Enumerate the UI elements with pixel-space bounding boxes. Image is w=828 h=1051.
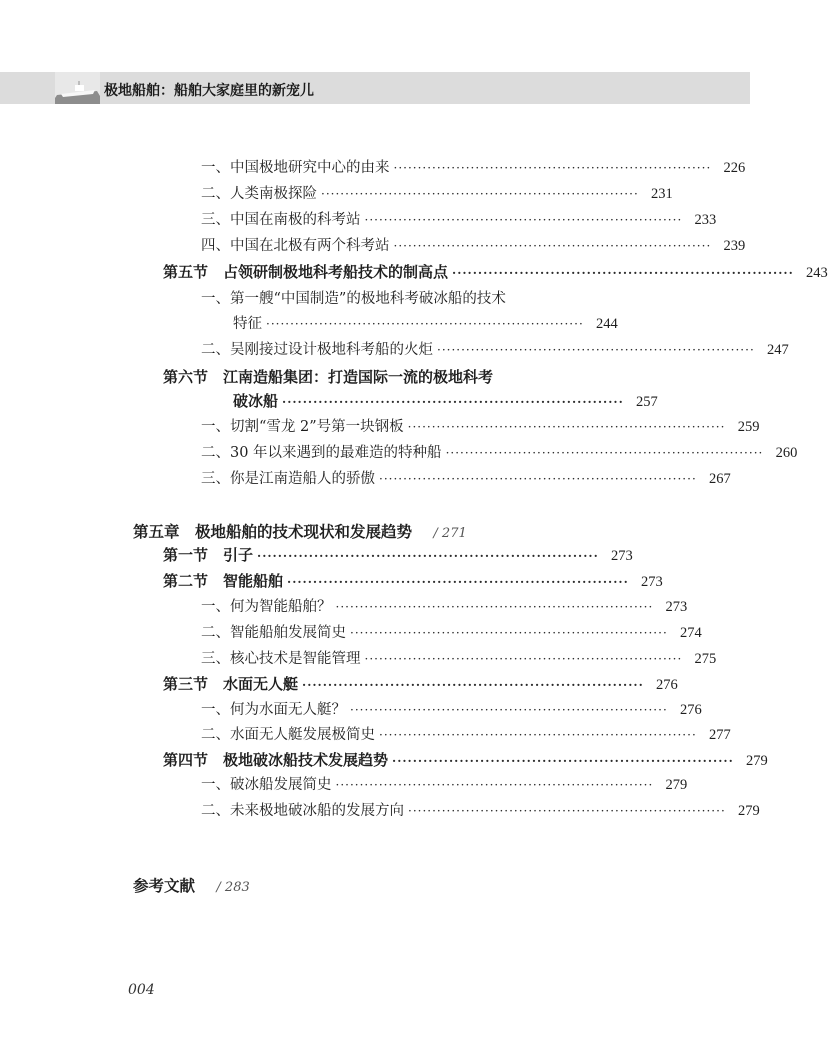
toc-leader: ·································································· — [392, 754, 734, 768]
toc-leader: ·································································· — [287, 575, 629, 589]
book-title: 极地船舶：船舶大家庭里的新宠儿 — [104, 83, 314, 99]
toc-page: 277 — [709, 727, 731, 743]
chapter-title: 第五章 极地船舶的技术现状和发展趋势 — [133, 522, 413, 541]
toc-label: 二、智能船舶发展简史 — [201, 625, 346, 641]
toc-label: 一、切割“雪龙 2”号第一块钢板 — [201, 419, 404, 435]
toc-label: 四、中国在北极有两个科考站 — [201, 238, 390, 254]
toc-leader: ·································································· — [393, 239, 712, 253]
toc-label: 一、何为智能船舶？ — [201, 599, 332, 615]
toc-label: 三、核心技术是智能管理 — [201, 651, 361, 667]
toc-row[interactable] — [201, 156, 746, 180]
toc-page: 243 — [806, 265, 828, 281]
references-title: 参考文献 — [133, 876, 196, 895]
toc-leader: ·································································· — [350, 703, 668, 717]
toc-row[interactable] — [201, 338, 789, 362]
toc-page: 273 — [611, 548, 633, 564]
toc-row[interactable] — [201, 773, 688, 797]
toc-section-row[interactable] — [163, 748, 768, 772]
toc-leader: ·································································· — [335, 600, 654, 614]
toc-section-wrap[interactable]: 第六节 江南造船集团：打造国际一流的极地科考 — [163, 368, 494, 386]
toc-leader: ·································································· — [393, 161, 712, 175]
toc-section-row[interactable] — [233, 389, 658, 413]
toc-page: 274 — [680, 625, 702, 641]
toc-label: 二、30 年以来遇到的最难造的特种船 — [201, 445, 442, 461]
toc-leader: ·································································· — [407, 420, 726, 434]
toc-label: 第四节 极地破冰船技术发展趋势 — [163, 751, 389, 769]
running-header — [0, 72, 750, 104]
toc-label: 三、中国在南极的科考站 — [201, 212, 361, 228]
toc-page: 226 — [723, 160, 746, 176]
toc-page: 279 — [665, 777, 688, 793]
toc-page: 273 — [665, 599, 688, 615]
toc-row[interactable] — [201, 208, 717, 232]
toc-page: 257 — [636, 394, 658, 410]
toc-leader: ·································································· — [437, 343, 755, 357]
toc-row[interactable] — [201, 415, 760, 439]
toc-leader: ·································································· — [321, 187, 639, 201]
toc-leader: ·································································· — [364, 652, 683, 666]
toc-page: 267 — [709, 471, 731, 487]
toc-leader: ·································································· — [257, 549, 599, 563]
toc-label: 特征 — [233, 316, 262, 332]
toc-row[interactable] — [201, 467, 731, 491]
toc-leader: ·································································· — [282, 395, 624, 409]
references-page: / 283 — [216, 880, 250, 895]
toc-leader: ·································································· — [379, 472, 697, 486]
toc-section-row[interactable] — [163, 569, 663, 593]
toc-page: 244 — [596, 316, 618, 332]
toc-leader: ·································································· — [408, 804, 726, 818]
toc-section-row[interactable] — [163, 543, 633, 567]
toc-row[interactable] — [201, 441, 798, 465]
toc-row[interactable] — [201, 647, 717, 671]
toc-label: 第三节 水面无人艇 — [163, 675, 299, 693]
toc-label: 二、人类南极探险 — [201, 186, 317, 202]
toc-label: 二、未来极地破冰船的发展方向 — [201, 803, 404, 819]
toc-page: 279 — [738, 803, 760, 819]
toc-page: 259 — [737, 419, 760, 435]
toc-label: 二、水面无人艇发展极简史 — [201, 727, 375, 743]
toc-label: 一、何为水面无人艇？ — [201, 702, 346, 718]
toc-page: 233 — [694, 212, 717, 228]
chapter-heading[interactable] — [133, 520, 467, 542]
toc-leader: ·································································· — [445, 446, 764, 460]
toc-page: 276 — [680, 702, 702, 718]
toc-leader: ·································································· — [452, 266, 794, 280]
toc-leader: ·································································· — [302, 678, 644, 692]
toc-leader: ·································································· — [335, 778, 654, 792]
toc-leader: ·································································· — [379, 728, 697, 742]
toc-page: 231 — [651, 186, 673, 202]
toc-page: 275 — [694, 651, 717, 667]
toc-leader: ·································································· — [364, 213, 683, 227]
ship-thumbnail — [55, 72, 100, 104]
toc-label: 第二节 智能船舶 — [163, 572, 284, 590]
toc-label: 第五节 占领研制极地科考船技术的制高点 — [163, 263, 449, 281]
toc-page: 273 — [641, 574, 663, 590]
toc-label: 一、中国极地研究中心的由来 — [201, 160, 390, 176]
references-heading[interactable] — [133, 874, 250, 896]
toc-label: 破冰船 — [233, 392, 279, 410]
toc-page: 260 — [775, 445, 798, 461]
chapter-page: / 271 — [433, 526, 467, 541]
toc-page: 239 — [723, 238, 746, 254]
toc-row[interactable] — [201, 595, 688, 619]
toc-label: 二、吴刚接过设计极地科考船的火炬 — [201, 342, 433, 358]
toc-section-row[interactable] — [163, 672, 678, 696]
toc-label: 一、破冰船发展简史 — [201, 777, 332, 793]
toc-leader: ·································································· — [266, 317, 584, 331]
toc-page: 279 — [746, 753, 768, 769]
toc-row[interactable] — [201, 698, 702, 722]
toc-row[interactable] — [201, 182, 673, 206]
toc-row[interactable] — [201, 799, 760, 823]
toc-row[interactable] — [201, 621, 702, 645]
toc-label-wrap[interactable]: 一、第一艘“中国制造”的极地科考破冰船的技术 — [201, 291, 506, 307]
toc-leader: ·································································· — [350, 626, 668, 640]
page-number: 004 — [128, 982, 155, 998]
toc-row[interactable] — [233, 312, 618, 336]
toc-label: 第一节 引子 — [163, 546, 254, 564]
toc-row[interactable] — [201, 234, 746, 258]
toc-page: 276 — [656, 677, 678, 693]
toc-section-row[interactable] — [163, 260, 828, 284]
toc-page: 247 — [767, 342, 789, 358]
toc-label: 三、你是江南造船人的骄傲 — [201, 471, 375, 487]
toc-row[interactable] — [201, 723, 731, 747]
